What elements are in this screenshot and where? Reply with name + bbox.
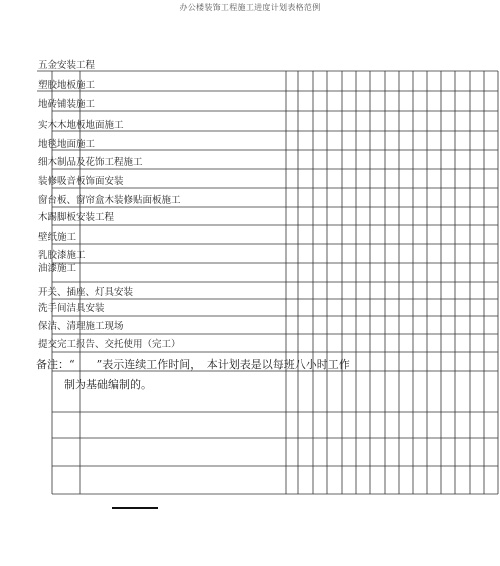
task-row-8: 窗台板、窗帘盒木装修贴面板施工	[38, 195, 181, 206]
task-row-7: 装修吸音板饰面安装	[38, 176, 124, 187]
task-row-11: 乳胶漆施工	[38, 250, 86, 261]
task-row-1: 五金安装工程	[38, 60, 96, 71]
task-row-16: 提交完工报告、交托使用（完工）	[38, 339, 181, 350]
task-row-12: 油漆施工	[38, 263, 77, 274]
task-row-3: 地砖铺装施工	[38, 99, 96, 110]
task-row-4: 实木木地板地面施工	[38, 120, 124, 131]
page-title: 办公楼装饰工程施工进度计划表格范例	[179, 3, 321, 12]
task-row-14: 洗手间洁具安装	[38, 303, 105, 314]
task-row-9: 木踢脚板安装工程	[38, 212, 115, 223]
task-row-2: 塑胶地板施工	[38, 80, 96, 91]
note-line-2: 制为基础编制的。	[64, 378, 152, 391]
task-row-10: 壁纸施工	[38, 232, 77, 243]
task-row-13: 开关、插座、灯具安装	[38, 287, 134, 298]
task-row-5: 地毯地面施工	[38, 139, 96, 150]
task-row-15: 保洁、清理施工现场	[38, 321, 124, 332]
task-row-6: 细木制品及花饰工程施工	[38, 157, 143, 168]
note-line-1: 备注：“ ”表示连续工作时间， 本计划表是以每班八小时工作	[36, 358, 350, 371]
